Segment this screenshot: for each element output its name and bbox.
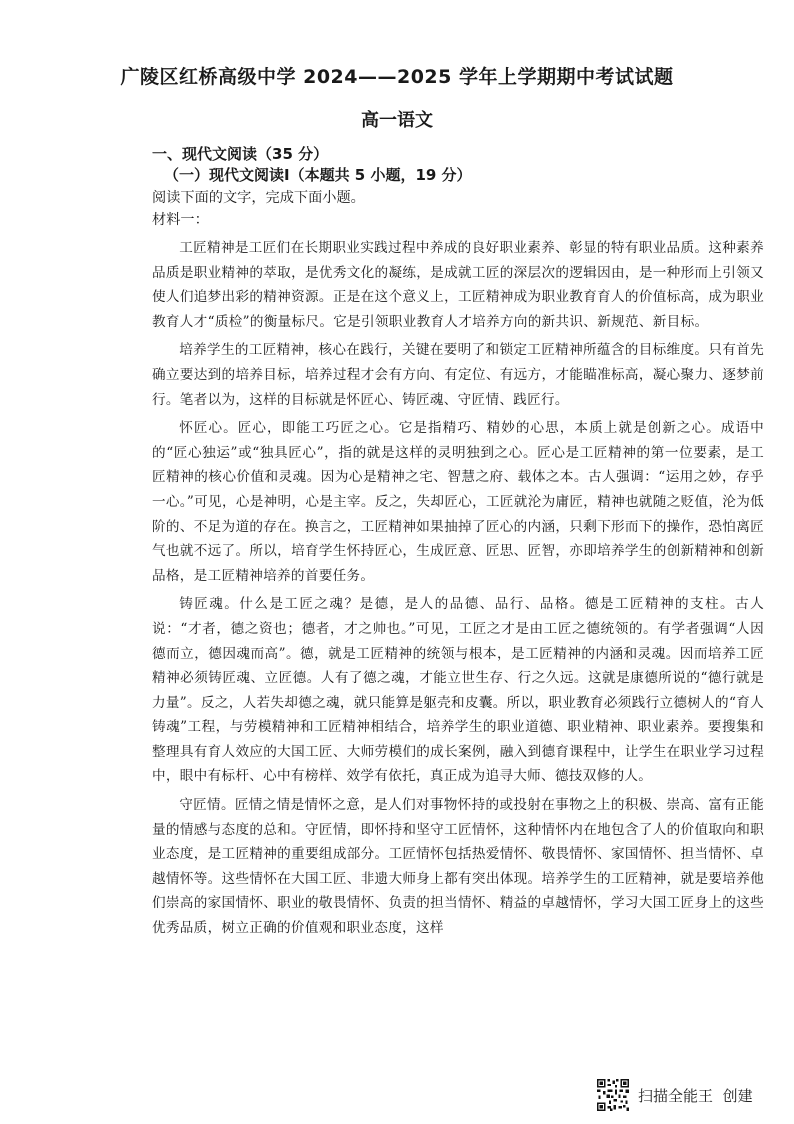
paragraph-shou-jiangqing: 守匠情。匠情之情是情怀之意，是人们对事物怀持的或投射在事物之上的积极、崇高、富有正能量的情感与态度的总和。守匠情，即怀持和坚守工匠情怀，这种情怀内在地包含了人的价值取向和职业态度，是工匠精神的重要组成部分。工匠情怀包括热爱情怀、敬畏情怀、家国情怀、担当情怀、卓越情怀等。这些情怀在大国工匠、非遗大师身上都有突出体现。培养学生的工匠精神，就是要培养他们崇高的家国情怀、职业的敬畏情怀、负责的担当情怀、精益的卓越情怀，学习大国工匠身上的这些优秀品质，树立正确的价值观和职业态度，这样 <box>152 797 764 937</box>
paragraph-huai-jiangxin: 怀匠心。匠心，即能工巧匠之心。它是指精巧、精妙的心思，本质上就是创新之心。成语中的“匠心独运”或“独具匠心”，指的就是这样的灵明独到之心。匠心是工匠精神的第一位要素，是工匠精神的核心价值和灵魂。因为心是精神之宅、智慧之府、载体之本。古人强调：“运用之妙，存乎一心。”可见，心是神明，心是主宰。反之，失却匠心，工匠就沦为庸匠，精神也就随之贬值，沦为低阶的、不足为道的存在。换言之，工匠精神如果抽掉了匠心的内涵，只剩下形而下的操作，恐怕离匠气也就不远了。所以，培育学生怀持匠心，生成匠意、匠思、匠智，亦即培养学生的创新精神和创新品格，是工匠精神培养的首要任务。 <box>152 420 764 584</box>
section-heading: 一、现代文阅读（35 分） <box>152 145 329 163</box>
exam-title: 广陵区红桥高级中学 2024——2025 学年上学期期中考试试题 <box>120 66 674 88</box>
reading-instruction: 阅读下面的文字，完成下面小题。 <box>152 190 365 206</box>
material-body <box>152 236 764 941</box>
paragraph-intro: 工匠精神是工匠们在长期职业实践过程中养成的良好职业素养、彰显的特有职业品质。这种素养品质是职业精神的萃取，是优秀文化的凝练，是成就工匠的深层次的逻辑因由，是一种形而上引领又使人们追梦出彩的精神资源。正是在这个意义上，工匠精神成为职业教育育人的价值标高，成为职业教育人才“质检”的衡量标尺。它是引领职业教育人才培养方向的新共识、新规范、新目标。 <box>152 240 764 330</box>
exam-subtitle: 高一语文 <box>361 110 433 131</box>
sub-section-heading: （一）现代文阅读Ⅰ（本题共 5 小题，19 分） <box>164 166 472 184</box>
paragraph-zhu-jianghun: 铸匠魂。什么是工匠之魂？是德，是人的品德、品行、品格。德是工匠精神的支柱。古人说：“才者，德之资也；德者，才之帅也。”可见，工匠之才是由工匠之德统领的。有学者强调“人因德而立，德因魂而高”。德，就是工匠精神的统领与根本，是工匠精神的内涵和灵魂。因而培养工匠精神必须铸匠魂、立匠德。人有了德之魂，才能立世生存、行之久远。这就是康德所说的“德行就是力量”。反之，人若失却德之魂，就只能算是躯壳和皮囊。所以，职业教育必须践行立德树人的“育人铸魂”工程，与劳模精神和工匠精神相结合，培养学生的职业道德、职业精神、职业素养。要搜集和整理具有育人效应的大国工匠、大师劳模们的成长案例，融入到德育课程中，让学生在职业学习过程中，眼中有标杆、心中有榜样、效学有依托，真正成为追寻大师、德技双修的人。 <box>152 596 764 785</box>
qr-code-icon <box>596 1078 630 1112</box>
material-label: 材料一： <box>152 212 209 228</box>
paragraph-goals: 培养学生的工匠精神，核心在践行，关键在要明了和锁定工匠精神所蕴含的目标维度。只有首先确立要达到的培养目标，培养过程才会有方向、有定位、有远方，才能瞄准标高，凝心聚力、逐梦前行。笔者以为，这样的目标就是怀匠心、铸匠魂、守匠情、践匠行。 <box>152 342 764 408</box>
scanner-watermark <box>596 1078 753 1112</box>
scanner-brand-text: 扫描全能王 创建 <box>638 1086 753 1105</box>
